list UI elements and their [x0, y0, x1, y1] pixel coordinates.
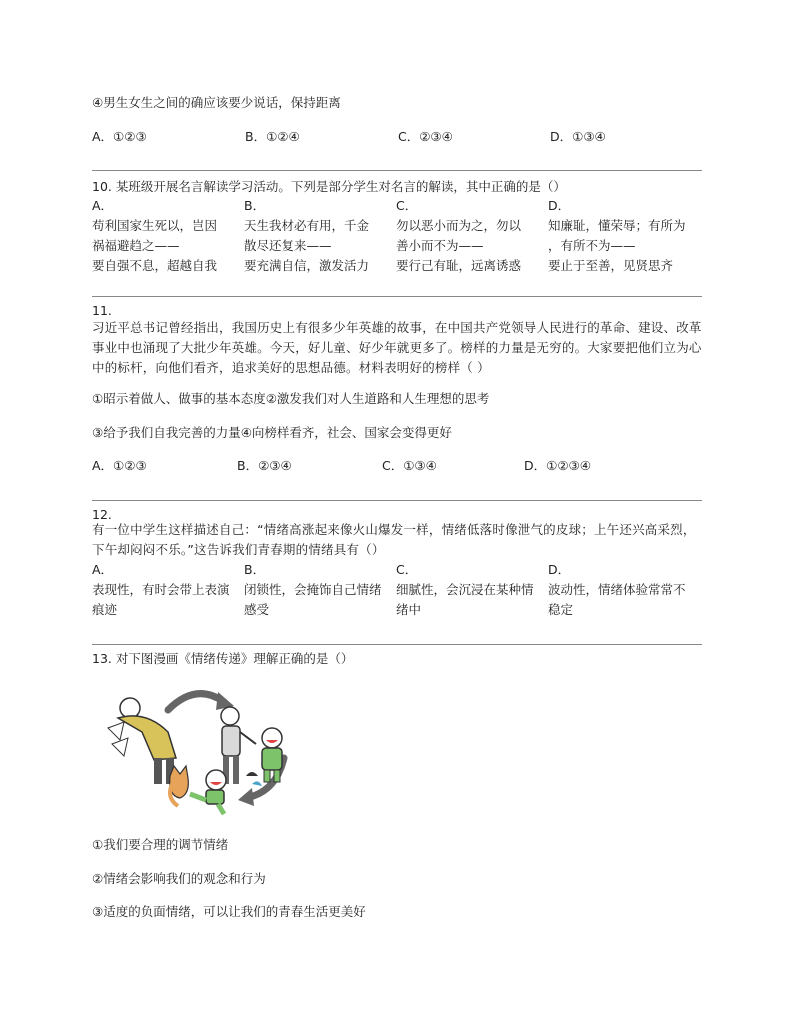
divider [92, 644, 702, 645]
kid-kicking-figure [190, 770, 226, 814]
q13-statement-1: ①我们要合理的调节情绪 [92, 837, 229, 852]
q12-a-line1: 表现性，有时会带上表演 [92, 582, 230, 597]
q11-stem: 习近平总书记曾经指出，我国历史上有很多少年英雄的故事，在中国共产党领导人民进行的革命、建设、改革事业中也涌现了大批少年英雄。今天，好儿童、好少年就更多了。榜样的力量是无穷的。大家要把他们立为心中的标杆，向他们看齐，追求美好的思想品德。材料表明好的榜样（ ） [92, 320, 702, 375]
q12-b-line2: 感受 [244, 602, 270, 617]
child-figure [246, 728, 282, 786]
q10-a-line2: 祸福避趋之—— [92, 238, 180, 253]
q10-d-line1: 知廉耻，懂荣辱；有所为 [548, 218, 686, 233]
q12-letter-d[interactable]: D． [548, 562, 571, 577]
q11-option-a[interactable]: A．①②③ [92, 458, 147, 473]
q10-options-grid [92, 196, 702, 276]
q12-letter-b[interactable]: B． [244, 562, 266, 577]
divider [92, 500, 702, 501]
q9-option-d[interactable]: D．①③④ [550, 129, 606, 144]
q10-letter-d[interactable]: D． [548, 198, 571, 213]
q10-letter-b[interactable]: B． [244, 198, 266, 213]
q9-option-b[interactable]: B．①②④ [245, 129, 300, 144]
emotion-transfer-cartoon [106, 680, 316, 815]
q10-letter-c[interactable]: C． [396, 198, 418, 213]
q11-statements-1-2: ①昭示着做人、做事的基本态度②激发我们对人生道路和人生理想的思考 [92, 391, 490, 406]
q12-options-grid [92, 560, 702, 620]
q12-b-line1: 闭锁性，会掩饰自己情绪 [244, 582, 382, 597]
q12-a-line2: 痕迹 [92, 602, 118, 617]
q12-letter-c[interactable]: C． [396, 562, 418, 577]
q10-b-line1: 天生我材必有用，千金 [244, 218, 370, 233]
q10-a-line1: 苟利国家生死以，岂因 [92, 218, 218, 233]
divider [92, 296, 702, 297]
q12-stem: 有一位中学生这样描述自己：“情绪高涨起来像火山爆发一样，情绪低落时像泄气的皮球；上午还兴高采烈，下午却闷闷不乐。”这告诉我们青春期的情绪具有（） [92, 522, 696, 557]
q11-option-d[interactable]: D．①②③④ [524, 458, 591, 473]
q10-c-line2: 善小而不为—— [396, 238, 484, 253]
divider [92, 170, 702, 171]
q10-b-line2: 散尽还复来—— [244, 238, 332, 253]
q13-statement-3: ③适度的负面情绪，可以让我们的青春生活更美好 [92, 904, 366, 919]
q13-stem: 13. 对下图漫画《情绪传递》理解正确的是（） [92, 651, 354, 666]
q12-c-line2: 绪中 [396, 602, 422, 617]
q12-d-line2: 稳定 [548, 602, 574, 617]
q12-letter-a[interactable]: A． [92, 562, 114, 577]
q10-a-line3: 要自强不息，超越自我 [92, 258, 218, 273]
q10-letter-a[interactable]: A． [92, 198, 114, 213]
cat-figure [170, 766, 189, 806]
q9-option-a[interactable]: A．①②③ [92, 129, 147, 144]
q10-c-line1: 勿以恶小而为之，勿以 [396, 218, 522, 233]
q10-c-line3: 要行己有耻，远离诱惑 [396, 258, 522, 273]
q13-statement-2: ②情绪会影响我们的观念和行为 [92, 871, 266, 886]
q10-d-line2: ，有所不为—— [548, 238, 636, 253]
q10-d-line3: 要止于至善，见贤思齐 [548, 258, 674, 273]
arrow-top [168, 694, 224, 710]
q11-option-c[interactable]: C．①③④ [382, 458, 437, 473]
q11-option-b[interactable]: B．②③④ [237, 458, 292, 473]
q12-c-line1: 细腻性，会沉浸在某种情 [396, 582, 534, 597]
q11-number: 11. [92, 303, 112, 318]
q12-d-line1: 波动性，情绪体验常常不 [548, 582, 686, 597]
arrow-bottom-head [238, 788, 254, 806]
q12-number: 12. [92, 507, 112, 522]
q11-statements-3-4: ③给予我们自我完善的力量④向榜样看齐，社会、国家会变得更好 [92, 425, 452, 440]
q10-stem: 10. 某班级开展名言解读学习活动。下列是部分学生对名言的解读，其中正确的是（） [92, 179, 566, 194]
q10-b-line3: 要充满自信，激发活力 [244, 258, 370, 273]
q9-statement-4: ④男生女生之间的确应该要少说话，保持距离 [92, 95, 341, 110]
q9-option-c[interactable]: C．②③④ [398, 129, 453, 144]
